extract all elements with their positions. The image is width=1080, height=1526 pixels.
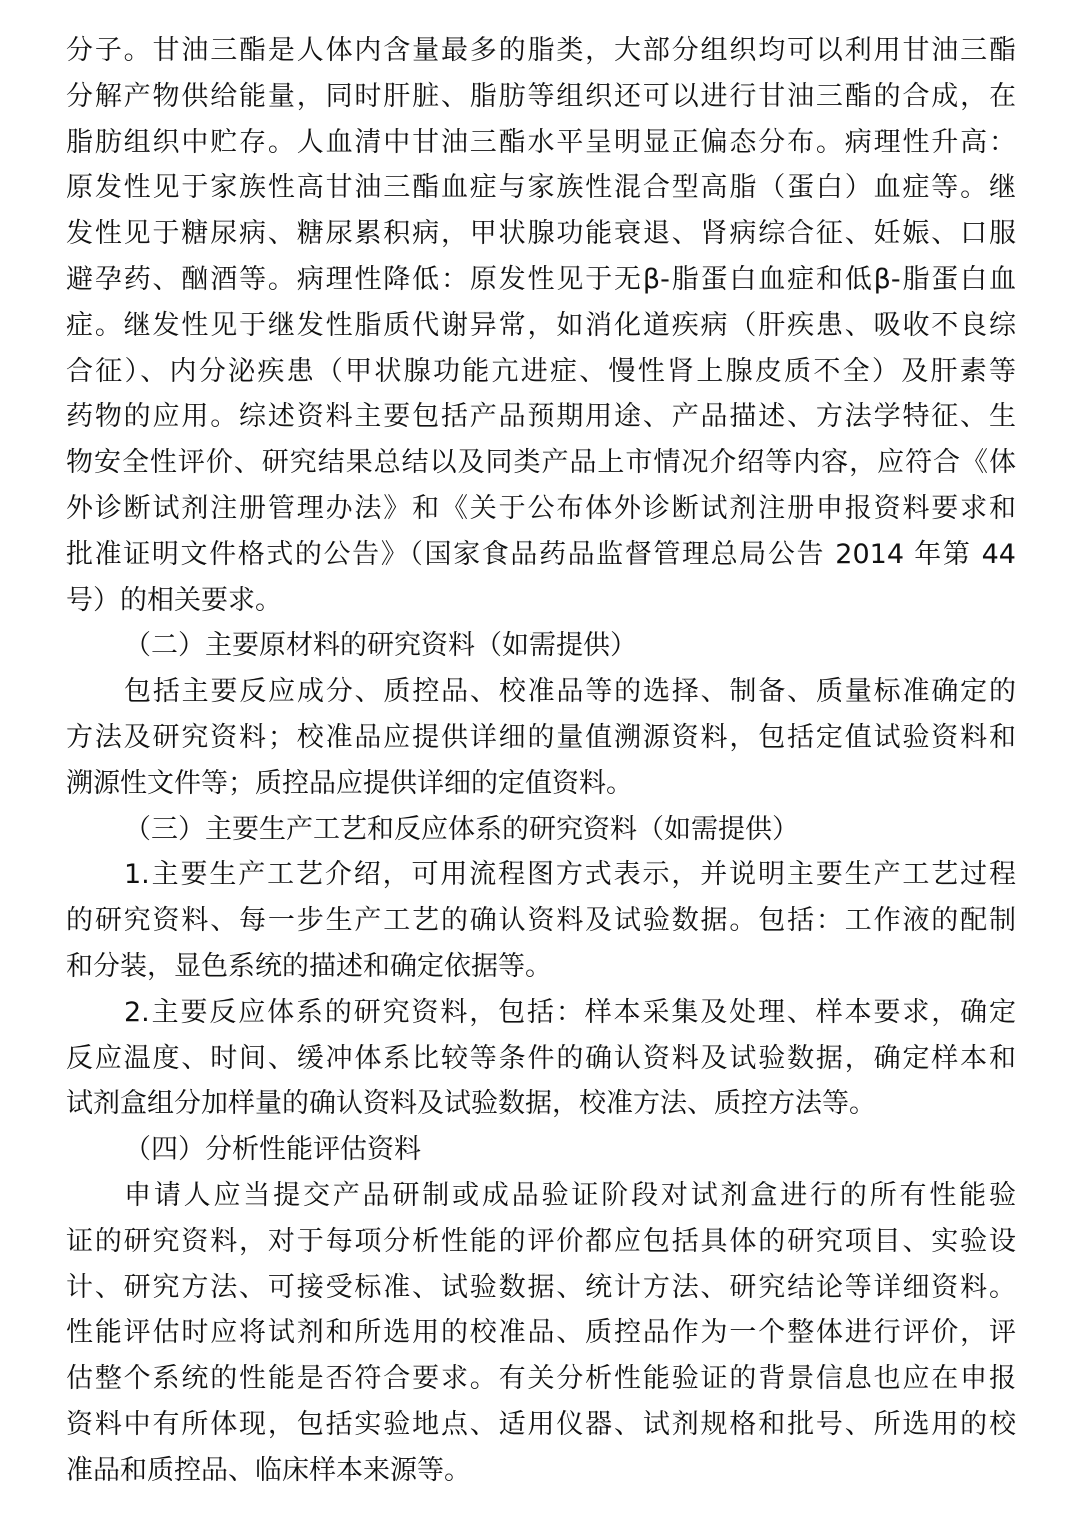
document-body xyxy=(66,28,1016,1494)
text-line: 分解产物供给能量，同时肝脏、脂肪等组织还可以进行甘油三酯的合成，在 xyxy=(66,80,1016,112)
text-line: 发性见于糖尿病、糖尿累积病，甲状腺功能衰退、肾病综合征、妊娠、口服 xyxy=(66,218,1016,250)
text-line: 1.主要生产工艺介绍，可用流程图方式表示，并说明主要生产工艺过程 xyxy=(124,859,1016,891)
text-line: 包括主要反应成分、质控品、校准品等的选择、制备、质量标准确定的 xyxy=(124,676,1016,708)
text-line: 批准证明文件格式的公告》（国家食品药品监督管理总局公告 2014 年第 44 xyxy=(66,538,1016,570)
text-line: 的研究资料、每一步生产工艺的确认资料及试验数据。包括：工作液的配制 xyxy=(66,905,1016,937)
text-line: 准品和质控品、临床样本来源等。 xyxy=(66,1454,471,1486)
text-line: 症。继发性见于继发性脂质代谢异常，如消化道疾病（肝疾患、吸收不良综 xyxy=(66,309,1016,341)
text-line: 性能评估时应将试剂和所选用的校准品、质控品作为一个整体进行评价，评 xyxy=(66,1317,1016,1349)
text-line: 证的研究资料，对于每项分析性能的评价都应包括具体的研究项目、实验设 xyxy=(66,1225,1016,1257)
text-line: 估整个系统的性能是否符合要求。有关分析性能验证的背景信息也应在申报 xyxy=(66,1363,1016,1395)
text-line: 原发性见于家族性高甘油三酯血症与家族性混合型高脂（蛋白）血症等。继 xyxy=(66,172,1016,204)
section-heading: （四）分析性能评估资料 xyxy=(124,1134,421,1166)
text-line: 和分装，显色系统的描述和确定依据等。 xyxy=(66,950,552,982)
text-line: 物安全性评价、研究结果总结以及同类产品上市情况介绍等内容，应符合《体 xyxy=(66,447,1016,479)
text-line: 试剂盒组分加样量的确认资料及试验数据，校准方法、质控方法等。 xyxy=(66,1088,876,1120)
text-line: 资料中有所体现，包括实验地点、适用仪器、试剂规格和批号、所选用的校 xyxy=(66,1408,1016,1440)
text-line: 脂肪组织中贮存。人血清中甘油三酯水平呈明显正偏态分布。病理性升高： xyxy=(66,126,1016,158)
text-line: 申请人应当提交产品研制或成品验证阶段对试剂盒进行的所有性能验 xyxy=(124,1179,1016,1211)
text-line: 避孕药、酗酒等。病理性降低：原发性见于无β-脂蛋白血症和低β-脂蛋白血 xyxy=(66,263,1016,295)
text-line: 方法及研究资料；校准品应提供详细的量值溯源资料，包括定值试验资料和 xyxy=(66,721,1016,753)
text-line: 号）的相关要求。 xyxy=(66,584,282,616)
section-heading: （二）主要原材料的研究资料（如需提供） xyxy=(124,630,637,662)
text-line: 分子。甘油三酯是人体内含量最多的脂类，大部分组织均可以利用甘油三酯 xyxy=(66,35,1016,66)
section-heading: （三）主要生产工艺和反应体系的研究资料（如需提供） xyxy=(124,813,799,845)
text-line: 反应温度、时间、缓冲体系比较等条件的确认资料及试验数据，确定样本和 xyxy=(66,1042,1016,1074)
text-line: 计、研究方法、可接受标准、试验数据、统计方法、研究结论等详细资料。 xyxy=(66,1271,1016,1303)
text-line: 2.主要反应体系的研究资料，包括：样本采集及处理、样本要求，确定 xyxy=(124,996,1016,1028)
text-line: 溯源性文件等；质控品应提供详细的定值资料。 xyxy=(66,767,633,799)
text-line: 外诊断试剂注册管理办法》和《关于公布体外诊断试剂注册申报资料要求和 xyxy=(66,492,1016,524)
text-line: 合征）、内分泌疾患（甲状腺功能亢进症、慢性肾上腺皮质不全）及肝素等 xyxy=(66,355,1016,387)
text-line: 药物的应用。综述资料主要包括产品预期用途、产品描述、方法学特征、生 xyxy=(66,401,1016,433)
